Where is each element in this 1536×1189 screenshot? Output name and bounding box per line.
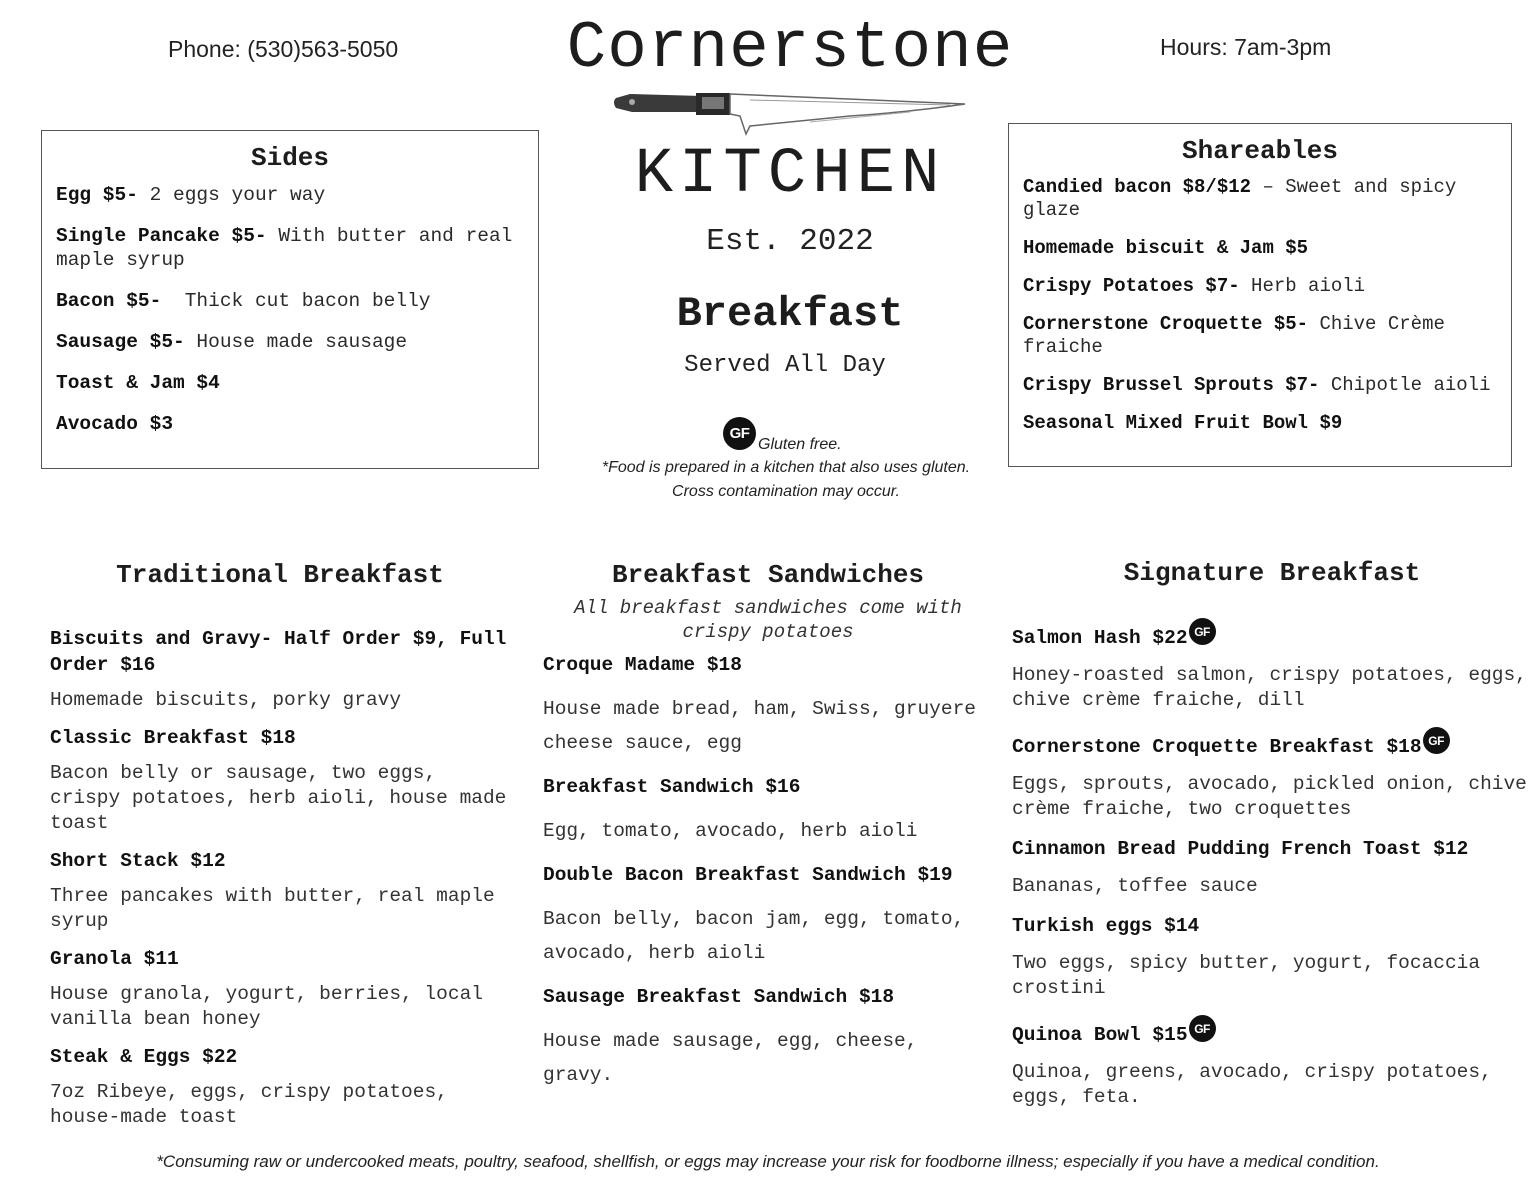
- dish-description: 7oz Ribeye, eggs, crispy potatoes, house-made toast: [50, 1081, 448, 1128]
- dish-name: Cornerstone Croquette Breakfast $18 GF: [1012, 727, 1532, 760]
- menu-item: [50, 725, 510, 836]
- dish-description: Three pancakes with butter, real maple syrup: [50, 885, 495, 932]
- dish-name: Classic Breakfast $18: [50, 727, 296, 749]
- side-item: Avocado $3: [56, 413, 174, 435]
- menu-item: [50, 1044, 510, 1130]
- signature-title: Signature Breakfast: [1123, 558, 1421, 588]
- gluten-free-label: Gluten free.: [758, 436, 842, 453]
- dish-name: Quinoa Bowl $15 GF: [1012, 1015, 1532, 1048]
- breakfast-sandwiches-section: [543, 560, 993, 1106]
- shareable-item: Cornerstone Croquette $5- Chive Crème fraiche: [1023, 313, 1445, 358]
- menu-item: [543, 984, 993, 1092]
- sides-section: [41, 130, 539, 469]
- side-item: Bacon $5- Thick cut bacon belly: [56, 290, 431, 312]
- dish-name: Turkish eggs $14: [1012, 915, 1200, 937]
- dish-name: Cinnamon Bread Pudding French Toast $12: [1012, 838, 1469, 860]
- menu-item: [543, 774, 993, 848]
- gluten-free-icon: GF: [1423, 727, 1450, 754]
- dish-description: Honey-roasted salmon, crispy potatoes, eggs, chive crème fraiche, dill: [1012, 664, 1527, 711]
- shareable-item: Seasonal Mixed Fruit Bowl $9: [1023, 412, 1343, 434]
- menu-item: [1012, 1015, 1532, 1110]
- established-year: Est. 2022: [706, 224, 874, 259]
- side-item: Toast & Jam $4: [56, 372, 220, 394]
- signature-breakfast-section: [1012, 558, 1532, 1124]
- menu-item: [1012, 836, 1532, 899]
- dish-name: Biscuits and Gravy- Half Order $9, Full Order $16: [50, 628, 507, 676]
- dish-name: Double Bacon Breakfast Sandwich $19: [543, 864, 953, 886]
- gluten-free-note: *Food is prepared in a kitchen that also uses gluten. Cross contamination may occur.: [601, 459, 971, 500]
- traditional-title: Traditional Breakfast: [116, 560, 444, 590]
- gluten-free-icon: GF: [723, 417, 756, 450]
- dish-description: Bacon belly, bacon jam, egg, tomato, avocado, herb aioli: [543, 908, 965, 964]
- side-item: Single Pancake $5- With butter and real maple syrup: [56, 225, 513, 271]
- sandwiches-title: Breakfast Sandwiches: [611, 560, 925, 590]
- menu-item: [50, 626, 510, 713]
- dish-description: House granola, yogurt, berries, local vanilla bean honey: [50, 983, 483, 1030]
- gluten-free-icon: GF: [1189, 1015, 1216, 1042]
- dish-name: Salmon Hash $22 GF: [1012, 618, 1532, 651]
- dish-description: Quinoa, greens, avocado, crispy potatoes, eggs, feta.: [1012, 1061, 1492, 1108]
- dish-description: Homemade biscuits, porky gravy: [50, 689, 402, 711]
- gluten-free-icon: GF: [1189, 618, 1216, 645]
- phone-number: Phone: (530)563-5050: [168, 36, 399, 62]
- restaurant-logo: [560, 11, 1020, 211]
- menu-item: [543, 652, 993, 760]
- dish-description: Two eggs, spicy butter, yogurt, focaccia crostini: [1012, 952, 1481, 999]
- sides-title: Sides: [250, 143, 329, 173]
- menu-title: Breakfast: [676, 290, 904, 338]
- shareables-title: Shareables: [1181, 136, 1339, 166]
- dish-description: Bacon belly or sausage, two eggs, crispy potatoes, herb aioli, house made toast: [50, 762, 507, 834]
- menu-item: [1012, 913, 1532, 1001]
- opening-hours: Hours: 7am-3pm: [1160, 34, 1332, 60]
- dish-name: Croque Madame $18: [543, 654, 742, 676]
- dish-name: Granola $11: [50, 948, 179, 970]
- dish-name: Short Stack $12: [50, 850, 226, 872]
- shareables-section: [1008, 123, 1512, 467]
- food-safety-disclaimer: *Consuming raw or undercooked meats, poultry, seafood, shellfish, or eggs may increase your risk for foodborne illness; especially if you have a medical condition.: [156, 1152, 1380, 1171]
- dish-description: House made sausage, egg, cheese, gravy.: [543, 1030, 918, 1086]
- menu-item: [1012, 618, 1532, 713]
- dish-name: Breakfast Sandwich $16: [543, 776, 801, 798]
- menu-item: [1012, 727, 1532, 822]
- shareable-item: Homemade biscuit & Jam $5: [1023, 237, 1309, 259]
- shareable-item: Candied bacon $8/$12 – Sweet and spicy glaze: [1023, 176, 1457, 221]
- dish-description: Bananas, toffee sauce: [1012, 875, 1258, 897]
- shareable-item: Crispy Brussel Sprouts $7- Chipotle aioli: [1023, 374, 1491, 396]
- menu-item: [543, 862, 993, 970]
- sandwiches-note: All breakfast sandwiches come with crispy potatoes: [574, 597, 962, 643]
- dish-description: House made bread, ham, Swiss, gruyere cheese sauce, egg: [543, 698, 976, 754]
- menu-item: [50, 946, 510, 1032]
- gluten-free-legend: [723, 417, 842, 453]
- menu-item: [50, 848, 510, 934]
- logo-name-top: Cornerstone: [566, 11, 1014, 86]
- dish-name: Steak & Eggs $22: [50, 1046, 238, 1068]
- dish-description: Eggs, sprouts, avocado, pickled onion, chive crème fraiche, two croquettes: [1012, 773, 1527, 820]
- shareable-item: Crispy Potatoes $7- Herb aioli: [1023, 275, 1366, 297]
- logo-name-bottom: KITCHEN: [634, 139, 946, 211]
- chef-knife-icon: [610, 86, 970, 138]
- side-item: Sausage $5- House made sausage: [56, 331, 408, 353]
- dish-name: Sausage Breakfast Sandwich $18: [543, 986, 895, 1008]
- side-item: Egg $5- 2 eggs your way: [56, 184, 326, 206]
- dish-description: Egg, tomato, avocado, herb aioli: [543, 820, 918, 842]
- menu-subtitle: Served All Day: [684, 352, 886, 379]
- traditional-breakfast-section: [50, 560, 510, 1142]
